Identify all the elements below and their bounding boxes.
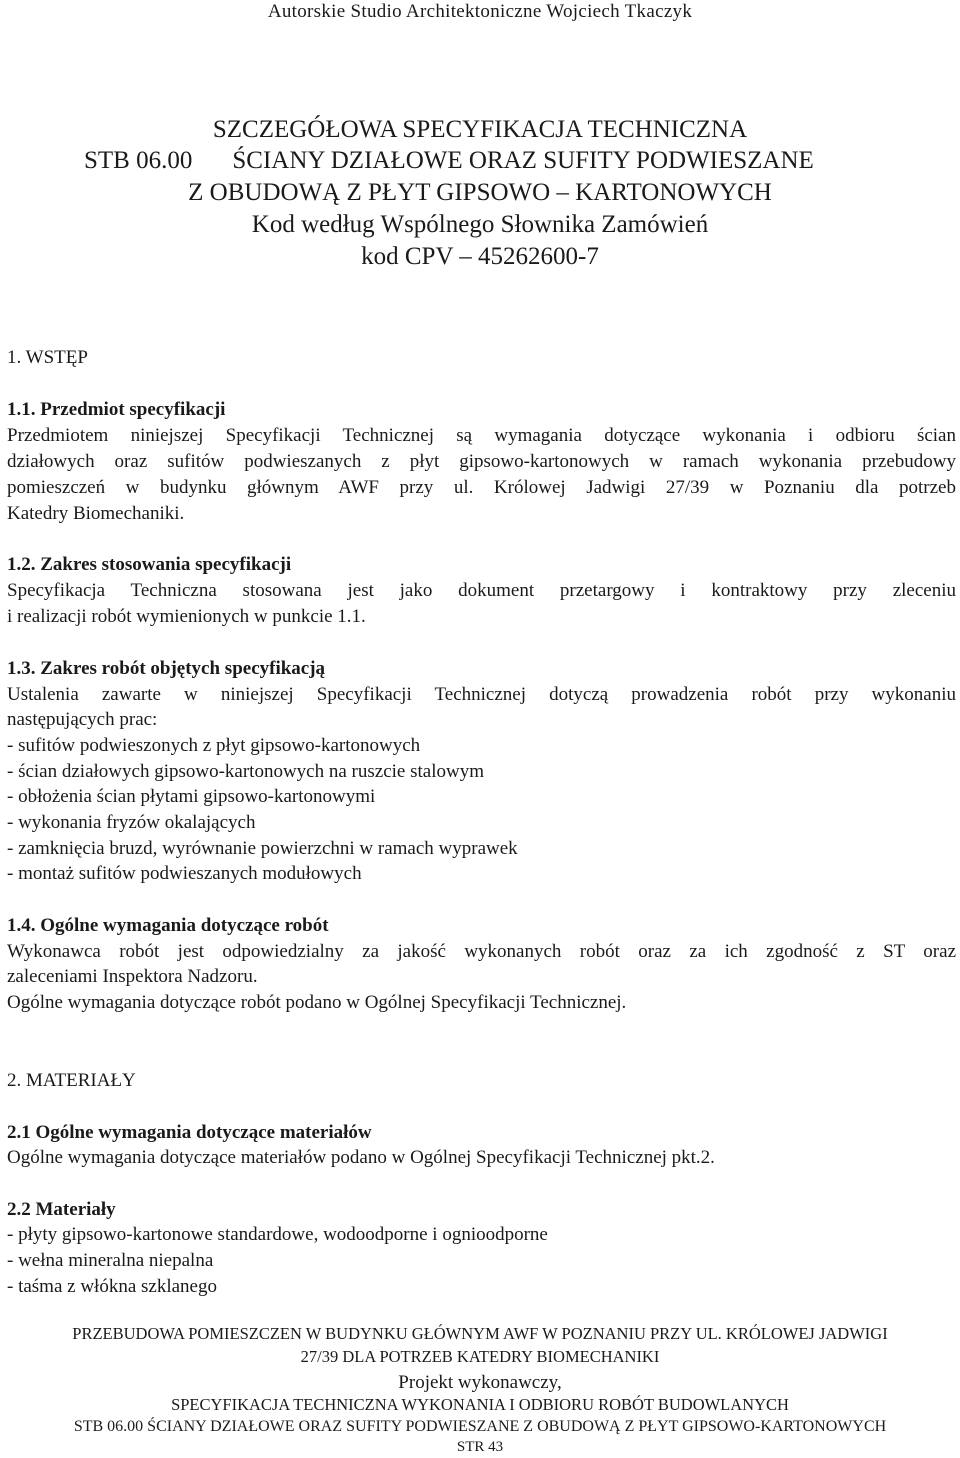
cpv-caption: Kod według Wspólnego Słownika Zamówień [251,211,709,238]
section-2-1-heading: 2.1 Ogólne wymagania dotyczące materiałów [7,1122,372,1143]
spec-title: SZCZEGÓŁOWA SPECYFIKACJA TECHNICZNA [212,116,748,143]
list-item: - wykonania fryzów okalających [7,812,256,833]
cpv-code: kod CPV – 45262600-7 [361,243,599,270]
paragraph-line: Ogólne wymagania dotyczące materiałów podano w Ogólnej Specyfikacji Technicznej pkt.2. [7,1147,715,1168]
list-item: - taśma z włókna szklanego [7,1276,217,1297]
footer-spec-code: STB 06.00 ŚCIANY DZIAŁOWE ORAZ SUFITY PODWIESZANE Z OBUDOWĄ Z PŁYT GIPSOWO-KARTONOWYCH [73,1418,887,1435]
paragraph-line: Ogólne wymagania dotyczące robót podano w Ogólnej Specyfikacji Technicznej. [7,992,627,1013]
list-item: - sufitów podwieszonych z płyt gipsowo-kartonowych [7,735,421,756]
paragraph-line: Ustalenia zawarte w niniejszej Specyfikacji Technicznej dotyczą prowadzenia robót przy wykonaniu [7,684,956,705]
paragraph-line: i realizacji robót wymienionych w punkcie 1.1. [7,606,366,627]
section-2-heading: 2. MATERIAŁY [7,1070,136,1091]
section-1-1-heading: 1.1. Przedmiot specyfikacji [7,399,226,420]
paragraph-line: Przedmiotem niniejszej Specyfikacji Technicznej są wymagania dotyczące wykonania i odbioru ścian [7,425,956,446]
paragraph-line: następujących prac: [7,709,158,730]
paragraph-line: Specyfikacja Techniczna stosowana jest jako dokument przetargowy i kontraktowy przy zleceniu [7,580,956,601]
footer-spec-line: SPECYFIKACJA TECHNICZNA WYKONANIA I ODBIORU ROBÓT BUDOWLANYCH [171,1395,789,1414]
list-item: - wełna mineralna niepalna [7,1250,214,1271]
spec-subtitle-line: Z OBUDOWĄ Z PŁYT GIPSOWO – KARTONOWYCH [188,179,772,206]
paragraph-line: działowych oraz sufitów podwieszanych z płyt gipsowo-kartonowych w ramach wykonania przebudowy [7,451,956,472]
section-2-2-heading: 2.2 Materiały [7,1199,116,1220]
section-1-4-heading: 1.4. Ogólne wymagania dotyczące robót [7,915,329,936]
list-item: - montaż sufitów podwieszanych modułowych [7,863,362,884]
page-number: STR 43 [456,1439,504,1455]
paragraph-line: Katedry Biomechaniki. [7,503,185,524]
list-item: - obłożenia ścian płytami gipsowo-kartonowymi [7,786,376,807]
footer-project-line: 27/39 DLA POTRZEB KATEDRY BIOMECHANIKI [300,1347,660,1366]
spec-subtitle [84,145,814,177]
spec-code: STB 06.00 [84,147,193,174]
list-item: - ścian działowych gipsowo-kartonowych na ruszcie stalowym [7,761,484,782]
section-1-2-heading: 1.2. Zakres stosowania specyfikacji [7,554,292,575]
section-1-heading: 1. WSTĘP [7,347,88,368]
paragraph-line: pomieszczeń w budynku głównym AWF przy ul. Królowej Jadwigi 27/39 w Poznaniu dla potrzeb [7,477,956,498]
footer-project-line: PRZEBUDOWA POMIESZCZEN W BUDYNKU GŁÓWNYM AWF W POZNANIU PRZY UL. KRÓLOWEJ JADWIGI [72,1324,888,1343]
spec-subject: ŚCIANY DZIAŁOWE ORAZ SUFITY PODWIESZANE [232,147,814,174]
list-item: - płyty gipsowo-kartonowe standardowe, wodoodporne i ognioodporne [7,1224,548,1245]
list-item: - zamknięcia bruzd, wyrównanie powierzchni w ramach wyprawek [7,838,518,859]
paragraph-line: Wykonawca robót jest odpowiedzialny za jakość wykonanych robót oraz za ich zgodność z ST oraz [7,941,956,962]
page-header: Autorskie Studio Architektoniczne Wojciech Tkaczyk [267,1,693,22]
paragraph-line: zaleceniami Inspektora Nadzoru. [7,966,258,987]
footer-project-type: Projekt wykonawczy, [398,1372,562,1393]
section-1-3-heading: 1.3. Zakres robót objętych specyfikacją [7,658,326,679]
